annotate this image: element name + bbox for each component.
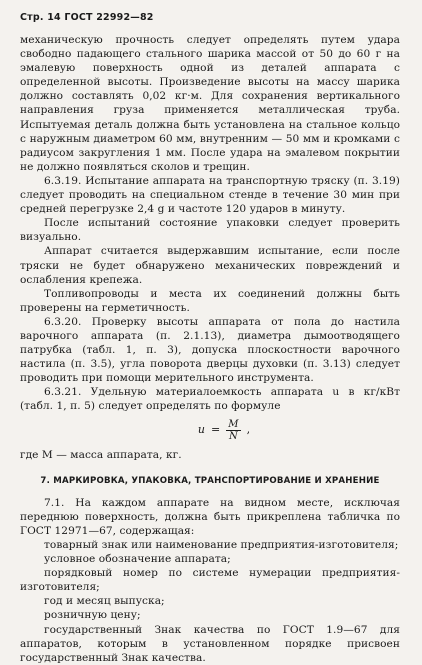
paragraph-test-passed: Аппарат считается выдержавшим испытание, если после тряски не будет обнаружено механических повреждений и ослабления крепежа. [20,245,400,286]
formula-lhs: u [197,423,205,437]
paragraph-fuel-lines: Топливопроводы и места их соединений должны быть проверены на герметичность. [20,287,400,314]
list-item-quality-mark: государственный Знак качества по ГОСТ 1.9—67 для аппаратов, которым в установленном порядке присвоен государственный Знак качества. [20,623,400,664]
list-item-trademark: товарный знак или наименование предприятия-изготовителя; [44,539,399,551]
formula-comma: , [246,423,251,437]
formula-explanation: где M — масса аппарата, кг. [20,448,182,461]
paragraph-6-3-21: 6.3.21. Удельную материалоемкость аппарата u в кг/кВт (табл. 1, п. 5) следует определять по формуле [20,386,400,413]
formula-equals: = [211,423,221,437]
list-item-date: год и месяц выпуска; [44,595,165,608]
paragraph-packaging-check: После испытаний состояние упаковки следует проверить визуально. [20,217,400,244]
paragraph-7-1: 7.1. На каждом аппарате на видном месте, исключая переднюю поверхность, должна быть прикреплена табличка по ГОСТ 12971—67, содержащая: [20,496,400,537]
formula [48,414,400,448]
list-item-price: розничную цену; [44,609,141,622]
document-body [20,33,400,665]
section-title: 7. МАРКИРОВКА, УПАКОВКА, ТРАНСПОРТИРОВАНИЕ И ХРАНЕНИЕ [40,475,380,486]
page-header: Стр. 14 ГОСТ 22992—82 [20,12,154,23]
formula-denominator: N [229,431,238,443]
paragraph-6-3-19: 6.3.19. Испытание аппарата на транспортную тряску (п. 3.19) следует проводить на специальном стенде в течение 30 мин при средней перегрузке 2,4 g и частоте 120 ударов в минуту. [20,174,400,216]
list-item-serial-number: порядковый номер по системе нумерации предприятия-изготовителя; [20,567,400,594]
paragraph-strength-test: механическую прочность следует определять путем удара свободно падающего стального шарика массой от 50 до 60 г на эмалевую поверхность одной из деталей аппарата с определенной высоты. Произведение высоты на массу шарика должно составлять 0,02 кг·м. Для сохранения вертикального направления груза применяется металлическая труба. Испытуемая деталь должна быть установлена на стальное кольцо с наружным диаметром 60 мм, внутренним — 50 мм и кромками с радиусом закругления 1 мм. После удара на эмалевом покрытии не должно появляться сколов и трещин. [20,34,400,173]
formula-fraction [226,419,240,442]
paragraph-6-3-20: 6.3.20. Проверку высоты аппарата от пола до настила варочного аппарата (п. 2.1.13), диаметра дымоотводящего патрубка (табл. 1, п. 3), допуска плоскостности варочного настила (п. 3.5), угла поворота дверцы духовки (п. 3.13) следует проводить при помощи мерительного инструмента. [20,315,400,385]
formula-numerator: M [228,419,239,431]
list-item-designation: условное обозначение аппарата; [44,553,231,566]
